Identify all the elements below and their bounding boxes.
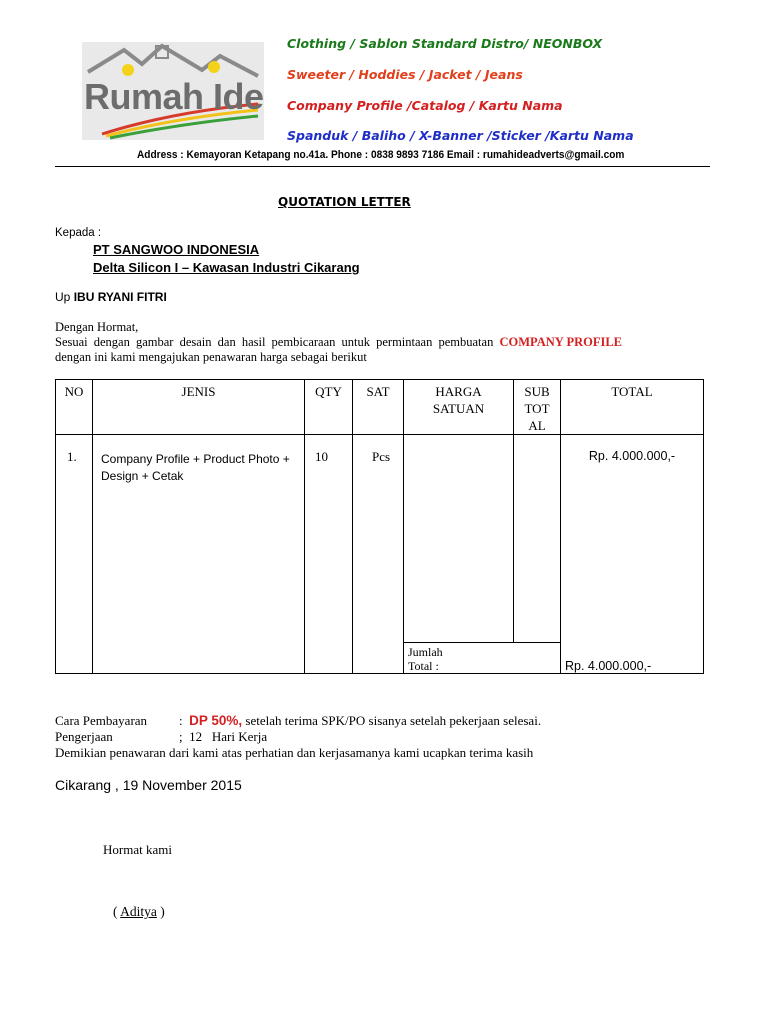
payment-label: Cara Pembayaran: [55, 713, 148, 728]
intro-line-1: [55, 335, 675, 350]
jumlah-total-label: [404, 643, 561, 674]
document-title: QUOTATION LETTER: [278, 195, 411, 209]
greeting: Dengan Hormat,: [55, 320, 139, 334]
intro-text: Sesuai dengan gambar desain dan hasil pembicaraan untuk permintaan pembuatan: [55, 335, 494, 349]
payment-sep: :: [179, 713, 183, 728]
signatory-name: Aditya: [120, 904, 157, 919]
work-sep: ;: [179, 729, 183, 744]
company-address: Address : Kemayoran Ketapang no.41a. Phone : 0838 9893 7186 Email : rumahideadverts@gmail.com: [137, 149, 625, 161]
payment-highlight: DP 50%,: [189, 713, 243, 728]
service-line-company-profile: Company Profile /Catalog / Kartu Nama: [287, 98, 563, 113]
cell-no: 1.: [56, 435, 93, 674]
col-header-harga-1: HARGA: [435, 384, 482, 399]
recipient-label: Kepada :: [55, 227, 102, 239]
col-header-subtotal: [514, 380, 561, 435]
letter-date: Cikarang , 19 November 2015: [55, 777, 242, 793]
col-header-no: NO: [56, 380, 93, 435]
recipient-address: Delta Silicon I – Kawasan Industri Cikarang: [93, 260, 360, 275]
service-line-clothing: Clothing / Sablon Standard Distro/ NEONBOX: [287, 36, 603, 51]
col-header-jenis: JENIS: [93, 380, 305, 435]
work-value: 12 Hari Kerja: [182, 729, 268, 744]
col-header-qty: QTY: [305, 380, 353, 435]
cell-total: Rp. 4.000.000,-: [561, 435, 704, 643]
attention-prefix: Up: [55, 290, 74, 304]
payment-rest: setelah terima SPK/PO sisanya setelah pekerjaan selesai.: [242, 713, 542, 728]
signatory: [113, 904, 165, 920]
signatory-open: (: [113, 904, 121, 919]
recipient-company: PT SANGWOO INDONESIA: [93, 242, 260, 257]
quotation-table: [55, 379, 704, 674]
intro-line-2: dengan ini kami mengajukan penawaran harga sebagai berikut: [55, 350, 367, 364]
table-header-row: [56, 380, 704, 435]
intro-highlight: COMPANY PROFILE: [499, 335, 623, 349]
signatory-close: ): [156, 904, 165, 919]
table-row: [56, 435, 704, 643]
service-line-banners: Spanduk / Baliho / X-Banner /Sticker /Kartu Nama: [287, 128, 634, 143]
attention-line: [55, 290, 167, 304]
total-label: Total :: [408, 659, 439, 673]
logo-wordmark: Rumah Ide: [84, 76, 264, 117]
service-line-apparel: Sweeter / Hoddies / Jacket / Jeans: [287, 67, 523, 82]
col-header-harga-2: SATUAN: [432, 401, 485, 416]
col-header-sub-3: AL: [528, 418, 546, 433]
work-duration: [55, 729, 267, 745]
cell-qty: 10: [305, 435, 353, 674]
col-header-sub-2: TOT: [524, 401, 550, 416]
col-header-harga: [404, 380, 514, 435]
payment-terms: [55, 713, 541, 729]
regards: Hormat kami: [103, 842, 172, 857]
jumlah-label: Jumlah: [408, 645, 443, 659]
cell-jenis: Company Profile + Product Photo + Design + Cetak: [93, 435, 305, 674]
col-header-total: TOTAL: [561, 380, 704, 435]
cell-sat: Pcs: [353, 435, 404, 674]
cell-subtotal: [514, 435, 561, 643]
grand-total: Rp. 4.000.000,-: [561, 643, 704, 674]
col-header-sub-1: SUB: [524, 384, 550, 399]
cell-harga: [404, 435, 514, 643]
company-logo: [82, 42, 264, 140]
closing-sentence: Demikian penawaran dari kami atas perhatian dan kerjasamanya kami ucapkan terima kasih: [55, 745, 534, 760]
header-divider: [55, 166, 710, 167]
work-label: Pengerjaan: [55, 729, 113, 744]
col-header-sat: SAT: [353, 380, 404, 435]
attention-name: IBU RYANI FITRI: [73, 290, 167, 304]
